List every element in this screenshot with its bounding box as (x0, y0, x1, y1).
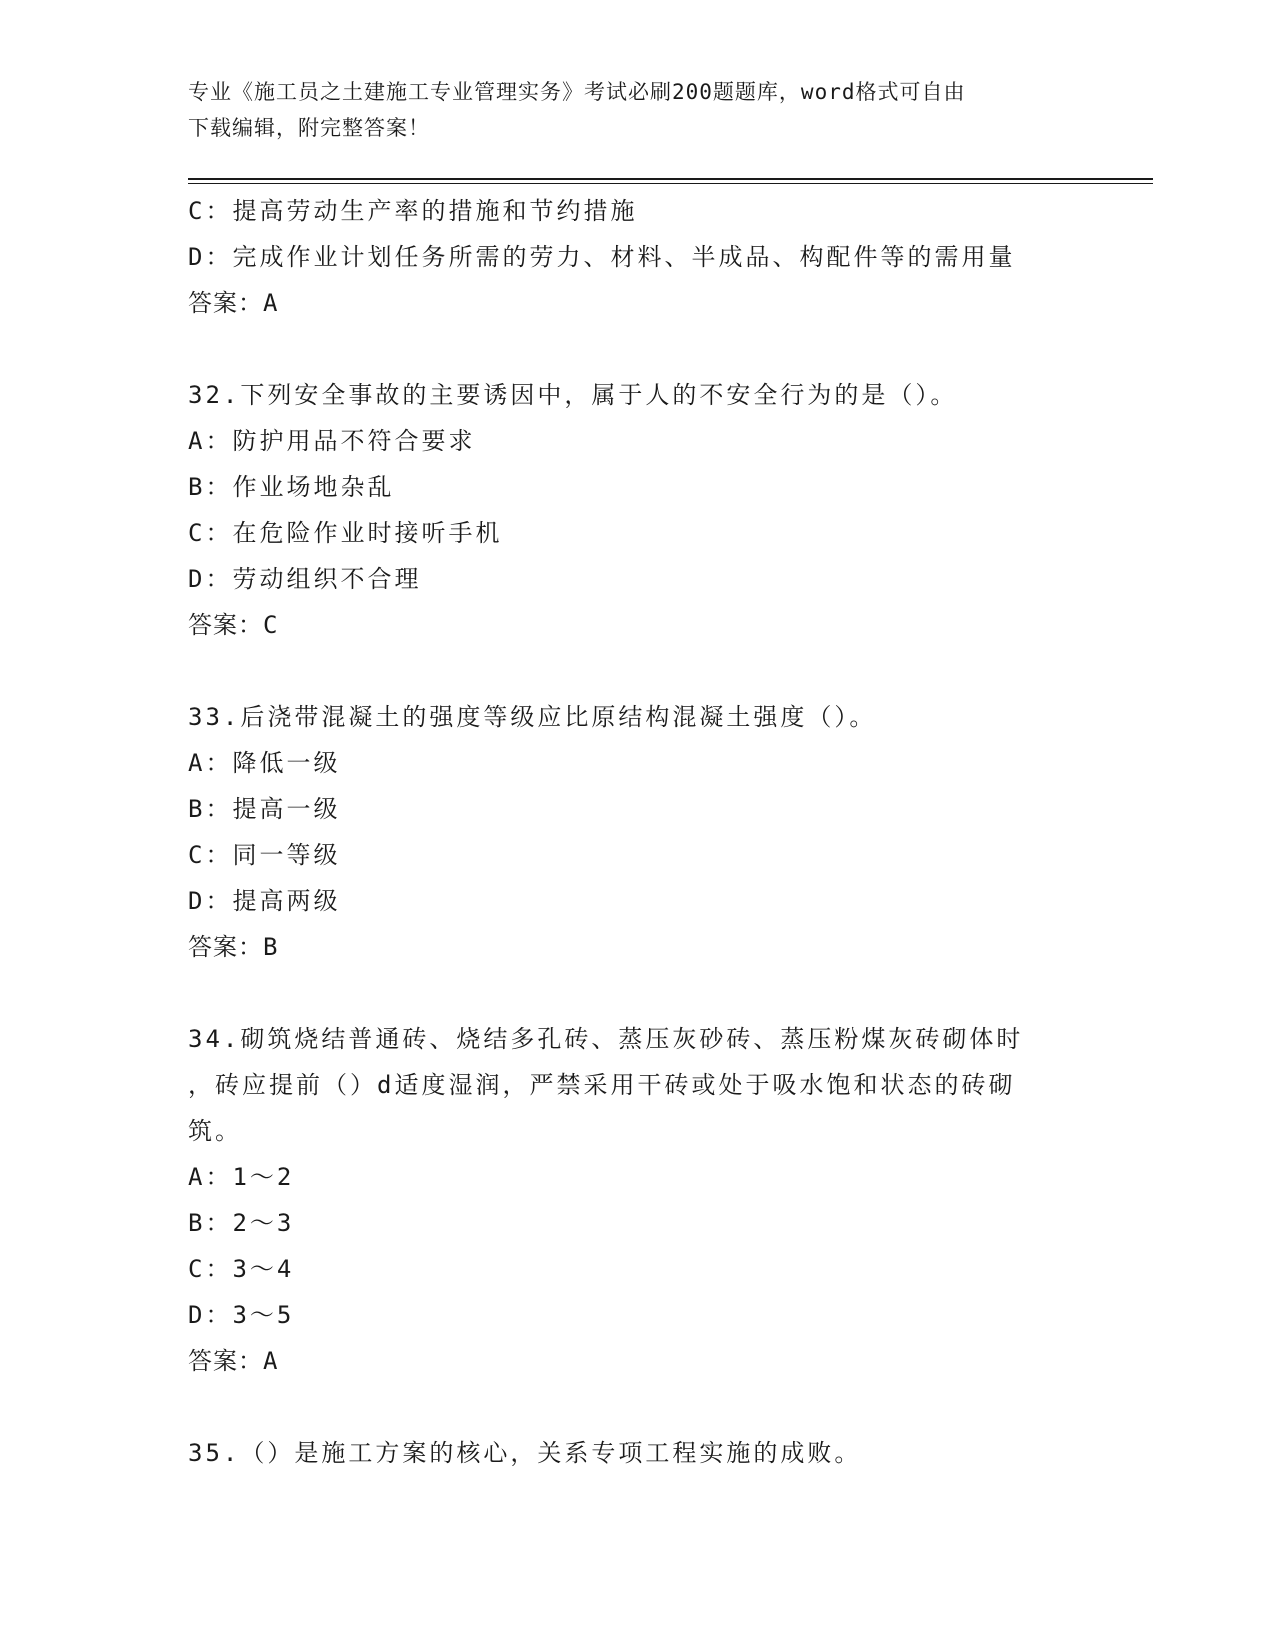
question-35 (188, 1430, 1088, 1476)
option-d: D：提高两级 (188, 887, 341, 915)
header-line-1: 专业《施工员之土建施工专业管理实务》考试必刷200题题库，word格式可自由 (188, 80, 966, 104)
answer-line (188, 602, 1088, 648)
option-c: C：3～4 (188, 1255, 295, 1283)
answer-value: A (263, 1347, 279, 1375)
header-rule-thick (188, 178, 1153, 180)
option-d: D：3～5 (188, 1301, 295, 1329)
option-d: D：完成作业计划任务所需的劳力、材料、半成品、构配件等的需用量 (188, 243, 1016, 271)
answer-value: C (263, 611, 279, 639)
question-text-line-3: 筑。 (188, 1117, 242, 1145)
option-a: A：1～2 (188, 1163, 295, 1191)
answer-line (188, 280, 1088, 326)
option-c: C：同一等级 (188, 841, 341, 869)
answer-value: A (263, 289, 279, 317)
answer-value: B (263, 933, 279, 961)
option-a: A：降低一级 (188, 749, 341, 777)
option-d: D：劳动组织不合理 (188, 565, 422, 593)
header-rule-thin (188, 183, 1153, 184)
option-c: C：在危险作业时接听手机 (188, 519, 503, 547)
answer-label: 答案： (188, 289, 263, 317)
question-32 (188, 372, 1088, 648)
answer-line (188, 924, 1088, 970)
question-text: 32.下列安全事故的主要诱因中，属于人的不安全行为的是（）。 (188, 381, 958, 409)
question-text-line-2: ，砖应提前（）d适度湿润，严禁采用干砖或处于吸水饱和状态的砖砌 (188, 1071, 1016, 1099)
answer-line (188, 1338, 1088, 1384)
question-33 (188, 694, 1088, 970)
header-line-2: 下载编辑，附完整答案！ (188, 116, 430, 140)
option-a: A：防护用品不符合要求 (188, 427, 476, 455)
option-b: B：2～3 (188, 1209, 295, 1237)
document-header (188, 74, 1068, 146)
question-text-line-1: 34.砌筑烧结普通砖、烧结多孔砖、蒸压灰砂砖、蒸压粉煤灰砖砌体时 (188, 1025, 1024, 1053)
question-34 (188, 1016, 1088, 1384)
answer-label: 答案： (188, 1347, 263, 1375)
question-text: 35.（）是施工方案的核心，关系专项工程实施的成败。 (188, 1439, 862, 1467)
option-b: B：作业场地杂乱 (188, 473, 395, 501)
question-31-tail (188, 188, 1088, 326)
answer-label: 答案： (188, 611, 263, 639)
option-b: B：提高一级 (188, 795, 341, 823)
question-list (188, 188, 1088, 1476)
question-text: 33.后浇带混凝土的强度等级应比原结构混凝土强度（）。 (188, 703, 877, 731)
answer-label: 答案： (188, 933, 263, 961)
option-c: C：提高劳动生产率的措施和节约措施 (188, 197, 638, 225)
